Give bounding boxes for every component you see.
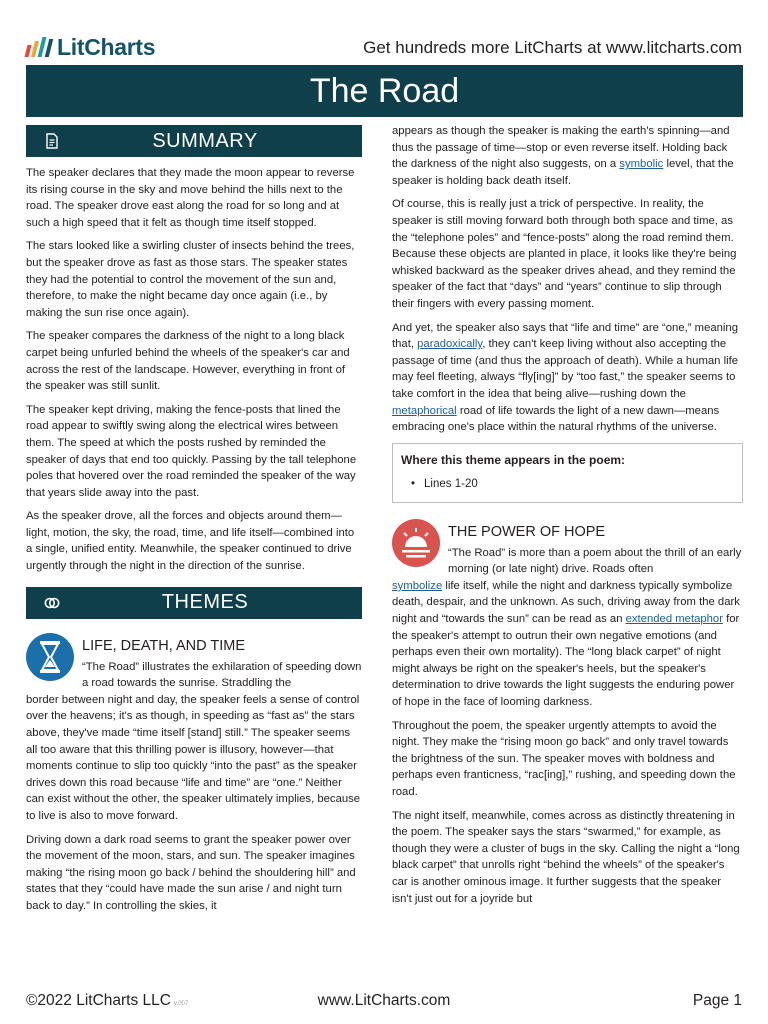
- logo-bars-icon: [26, 37, 51, 57]
- title-bar: [26, 65, 743, 117]
- text-run: road of life towards the light of a new dawn—means embracing one's place within the natural rhythms of the universe.: [392, 404, 720, 434]
- right-column: [392, 123, 743, 914]
- text-run: level, that the speaker is holding back death itself.: [392, 158, 734, 187]
- metaphorical-link[interactable]: metaphorical: [392, 404, 457, 417]
- version-text: v.007: [173, 1001, 189, 1007]
- themes-heading: THEMES: [161, 591, 249, 614]
- copyright-text: ©2022 LitCharts LLC: [26, 992, 171, 1009]
- theme-paragraph: “The Road” is more than a poem about the thrill of an early morning (or late night) drive. Roads often: [448, 546, 742, 576]
- theme-title: THE POWER OF HOPE: [448, 523, 606, 540]
- theme-power-of-hope: [392, 517, 743, 907]
- theme-paragraph: Of course, this is really just a trick of perspective. In reality, the speaker is still moving forward both through both space and time, as the “telephone poles” and “fence-posts” along the road remind them. Because these objects are planted in place, it looks like they're being whisked backward as the speaker drives ahead, and they remind the speaker of the fact that “days” and “years” continue to slip through their fingers with every passing moment.: [392, 198, 737, 310]
- theme-title: LIFE, DEATH, AND TIME: [82, 637, 246, 654]
- hourglass-icon: [26, 633, 74, 681]
- logo-text: LitCharts: [57, 33, 156, 60]
- summary-paragraph: The speaker compares the darkness of the night to a long black carpet being unfurled behind the wheels of the speaker's car and across the rest of the landscape. However, everything in front of the speaker was still sunlit.: [26, 330, 350, 393]
- themes-header: [26, 587, 362, 619]
- where-box-title: Where this theme appears in the poem:: [401, 452, 626, 467]
- text-run: And yet, the speaker also says that “life and time” are “one,” meaning that,: [392, 321, 738, 351]
- text-run: for the speaker's attempt to outrun their own negative emotions (and perhaps even their own mortality). The “long black carpet” of night might always be right on the speaker's heels, but the speaker's determination to drive towards the light suggests the enduring power of hope in the face of looming darkness.: [392, 613, 740, 709]
- symbolic-link[interactable]: symbolic: [619, 158, 664, 171]
- themes-rings-icon: [44, 595, 60, 611]
- theme-paragraph: [392, 320, 743, 436]
- summary-paragraph: The stars looked like a swirling cluster of insects behind the trees, but the speaker drove as fast as those stars. The speaker states they had the potential to control the movement of the sun and, therefore, to make the night became day once again (i.e., by making the sun rise once again).: [26, 240, 355, 319]
- page-number: Page 1: [692, 992, 742, 1009]
- litcharts-logo[interactable]: [26, 34, 155, 60]
- text-run: life itself, while the night and darkness typically symbolize death, despair, and the unknown. As such, driving away from the dark night and “towards the sun” can be read as an: [392, 579, 740, 626]
- theme-paragraph: [392, 578, 743, 711]
- extended-metaphor-link[interactable]: extended metaphor: [625, 613, 723, 626]
- lines-item: • Lines 1-20: [411, 476, 734, 493]
- page-title: The Road: [309, 71, 460, 110]
- theme-paragraph: [392, 123, 743, 189]
- where-theme-appears-box: [392, 443, 743, 503]
- text-run: appears as though the speaker is making the earth's spinning—and thus the passage of time—stop or even reverse itself. Holding back the darkness of the night also suggests, on a: [392, 125, 730, 171]
- theme-life-death-time: [26, 631, 362, 915]
- footer-site-link[interactable]: www.LitCharts.com: [317, 992, 451, 1009]
- document-icon: [44, 133, 60, 149]
- left-column: [26, 125, 362, 922]
- summary-paragraph: The speaker declares that they made the moon appear to reverse its rising course in the sky and move behind the hills next to the road. The speaker drove east along the road for so long and at such a high speed that it felt as though time itself stopped.: [26, 167, 355, 229]
- sunrise-icon: [392, 519, 440, 567]
- theme-paragraph: Throughout the poem, the speaker urgently attempts to avoid the night. They make the “rising moon go back” and only travel towards the brightness of the sun. The speaker moves with boldness and perhaps even franticness, “rac[ing],” rushing, and speeding down the road.: [392, 719, 736, 798]
- paradoxically-link[interactable]: paradoxically: [417, 338, 483, 351]
- theme-paragraph: “The Road” illustrates the exhilaration of speeding down a road towards the sunrise. Straddling the: [82, 660, 362, 690]
- summary-paragraph: The speaker kept driving, making the fence-posts that lined the road appear to swiftly swing along the electrical wires between them. The speed at which the posts rushed by reminded the speaker of days that end too quickly. Passing by the tall telephone poles that hovered over the road reminded the speaker of the way that years slide away into the past.: [26, 403, 357, 499]
- summary-header: [26, 125, 362, 157]
- promo-text: Get hundreds more LitCharts at www.litcharts.com: [363, 38, 742, 57]
- theme-paragraph: Driving down a dark road seems to grant the speaker power over the movement of the moon, stars, and sun. The speaker imagines making “the rising moon go back / behind the shouldering hill” and states that they “could have made the sun arise / and night turn back to day.” In controlling the skies, it: [26, 833, 356, 912]
- summary-heading: SUMMARY: [152, 129, 258, 152]
- lines-list: [401, 476, 734, 493]
- summary-paragraph: As the speaker drove, all the forces and objects around them—light, motion, the sky, the road, time, and life itself—combined into a single, unified entity. Meanwhile, the speaker continued to drive urgently through the night in the direction of the sunrise.: [26, 510, 355, 573]
- theme-paragraph: border between night and day, the speaker feels a sense of control over the heavens; it's as though, in speeding as “fast as” the stars above, they've made “time itself [stand] still.” The speaker seems all too aware that this thrilling power is illusory, however—that moments continue to slip too quickly “into the past” as the speaker drives down this road because “life and time” are “one.” Neither can exist without the other, the speaker ultimately implies, because to live is also to move forward.: [26, 693, 361, 822]
- text-run: , they can't keep living without also accepting the passage of time (and thus the approach of death). While a human life may feel fleeting, always “fly[ing]” by “too fast,” the speaker seems to take comfort in the idea that being alive—rushing down the: [392, 338, 739, 400]
- symbolize-link[interactable]: symbolize: [392, 579, 443, 592]
- theme-paragraph: The night itself, meanwhile, comes across as distinctly threatening in the poem. The speaker says the stars “swarmed,” for example, as though they were a cluster of bugs in the sky. Calling the night a “long black carpet” that unrolls right “behind the wheels” of the speaker's car is another ominous image. It further suggests that the speaker isn't just out for a joyride but: [392, 809, 740, 905]
